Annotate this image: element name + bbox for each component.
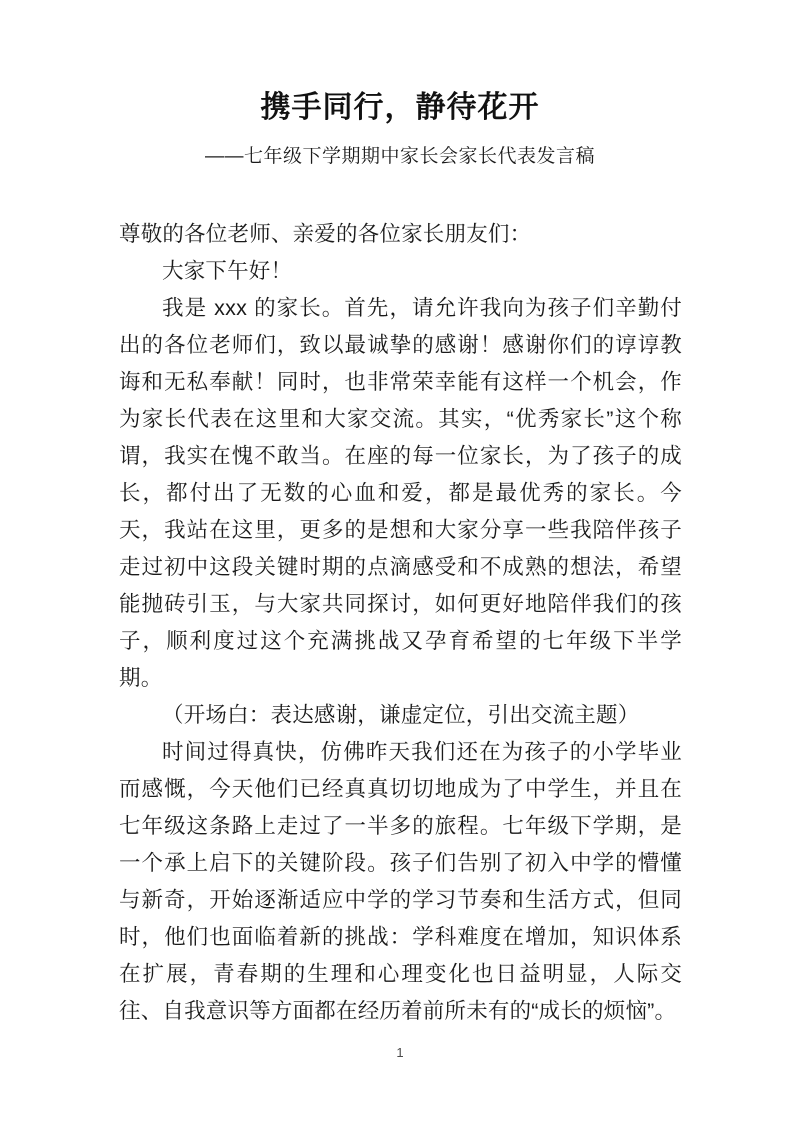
paragraph-thanks-and-intro: 我是 xxx 的家长。首先，请允许我向为孩子们辛勤付出的各位老师们，致以最诚挚的感谢！感谢你们的谆谆教诲和无私奉献！同时，也非常荣幸能有这样一个机会，作为家长代表在这里和大家交流。其实，“优秀家长”这个称谓，我实在愧不敢当。在座的每一位家长，为了孩子的成长，都付出了无数的心血和爱，都是最优秀的家长。今天，我站在这里，更多的是想和大家分享一些我陪伴孩子走过初中这段关键时期的点滴感受和不成熟的想法，希望能抛砖引玉，与大家共同探讨，如何更好地陪伴我们的孩子，顺利度过这个充满挑战又孕育希望的七年级下半学期。	[119, 296, 682, 690]
paragraph-greeting: 大家下午好！	[162, 259, 293, 283]
page-number: 1	[396, 1045, 404, 1060]
paragraph-time-flies: 时间过得真快，仿佛昨天我们还在为孩子的小学毕业而感慨，今天他们已经真真切切地成为了中学生，并且在七年级这条路上走过了一半多的旅程。七年级下学期，是一个承上启下的关键阶段。孩子们告别了初入中学的懵懂与新奇，开始逐渐适应中学的学习节奏和生活方式，但同时，他们也面临着新的挑战：学科难度在增加，知识体系在扩展，青春期的生理和心理变化也日益明显，人际交往、自我意识等方面都在经历着前所未有的“成长的烦恼”。	[119, 740, 682, 1023]
page-title: 携手同行，静待花开	[260, 91, 540, 124]
paragraph-salutation: 尊敬的各位老师、亲爱的各位家长朋友们：	[119, 222, 532, 246]
document-body	[119, 216, 682, 1030]
page-subtitle: ——七年级下学期期中家长会家长代表发言稿	[204, 146, 595, 167]
paragraph-opening-note: （开场白：表达感谢，谦虚定位，引出交流主题）	[162, 703, 640, 727]
